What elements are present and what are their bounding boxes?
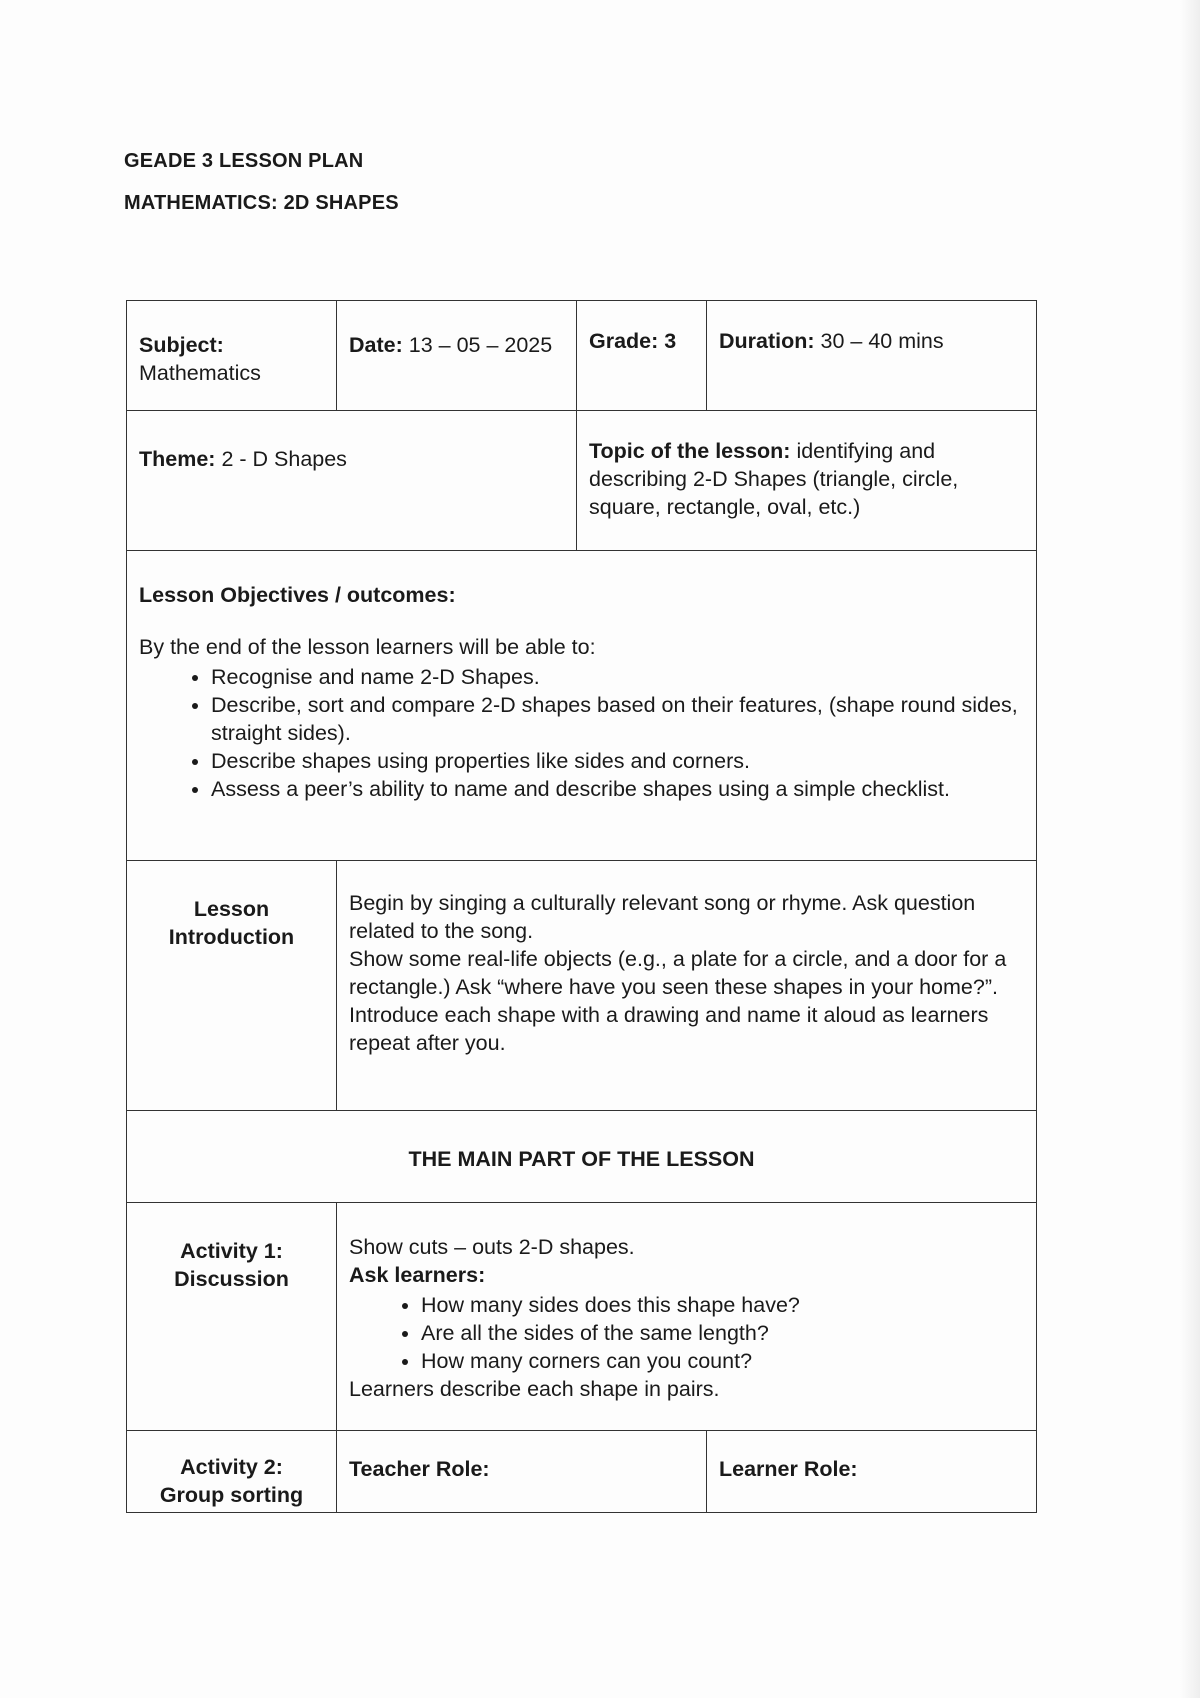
subject-label: Subject: [139,333,224,357]
introduction-row [127,861,1037,1111]
objectives-title: Lesson Objectives / outcomes: [139,583,456,607]
list-item: • Describe shapes using properties like sides and corners. [211,747,1024,775]
subject-value: Mathematics [139,361,261,385]
date-value: 13 – 05 – 2025 [408,333,553,357]
objectives-row [127,551,1037,861]
activity1-intro: Show cuts – outs 2-D shapes. [349,1235,635,1259]
activity1-ask: Ask learners: [349,1263,486,1287]
duration-value: 30 – 40 mins [820,329,944,353]
grade-label: Grade: 3 [589,329,677,353]
list-item: • Are all the sides of the same length? [421,1319,1024,1347]
activity1-content-cell [337,1203,1037,1431]
list-item: • How many corners can you count? [421,1347,1024,1375]
activity2-row [127,1431,1037,1513]
activity1-questions [349,1291,1024,1375]
main-part-cell [127,1111,1037,1203]
theme-value: 2 - D Shapes [221,447,347,471]
introduction-label: Lesson Introduction [168,897,295,949]
topic-label: Topic of the lesson: [589,439,791,463]
teacher-role-cell [337,1431,707,1513]
main-part-row [127,1111,1037,1203]
document-subtitle: MATHEMATICS: 2D SHAPES [124,192,399,214]
duration-label: Duration: [719,329,815,353]
list-item: • How many sides does this shape have? [421,1291,1024,1319]
lesson-plan-table [126,300,1037,1513]
page-edge [1180,0,1200,1698]
activity1-closing: Learners describe each shape in pairs. [349,1377,720,1401]
theme-row [127,411,1037,551]
introduction-label-cell [127,861,337,1111]
activity2-label-cell [127,1431,337,1513]
introduction-line: Begin by singing a culturally relevant song or rhyme. Ask question related to the song. [349,891,976,943]
objectives-intro: By the end of the lesson learners will be able to: [139,635,596,659]
activity1-row [127,1203,1037,1431]
date-cell [337,301,577,411]
activity1-label: Activity 1: Discussion [174,1239,289,1291]
theme-cell [127,411,577,551]
objectives-cell [127,551,1037,861]
list-item: • Recognise and name 2-D Shapes. [211,663,1024,691]
activity2-label: Activity 2: Group sorting [159,1455,304,1507]
introduction-line: Introduce each shape with a drawing and name it aloud as learners repeat after you. [349,1003,989,1055]
subject-cell [127,301,337,411]
list-item: • Describe, sort and compare 2-D shapes based on their features, (shape round sides, straight sides). [211,691,1024,747]
main-part-title: THE MAIN PART OF THE LESSON [408,1147,755,1171]
introduction-content-cell [337,861,1037,1111]
document-title: GEADE 3 LESSON PLAN [124,150,364,172]
info-row [127,301,1037,411]
learner-role-label: Learner Role: [719,1457,858,1481]
list-item: • Assess a peer’s ability to name and describe shapes using a simple checklist. [211,775,1024,803]
duration-cell [707,301,1037,411]
teacher-role-label: Teacher Role: [349,1457,490,1481]
objectives-list [139,663,1024,803]
topic-cell [577,411,1037,551]
date-label: Date: [349,333,403,357]
theme-label: Theme: [139,447,216,471]
introduction-line: Show some real-life objects (e.g., a plate for a circle, and a door for a rectangle.) Ask “where have you seen these shapes in your home?”. [349,947,1007,999]
topic-value: identifying and describing 2-D Shapes (triangle, circle, square, rectangle, oval, etc.) [589,439,959,519]
grade-cell [577,301,707,411]
activity1-label-cell [127,1203,337,1431]
learner-role-cell [707,1431,1037,1513]
